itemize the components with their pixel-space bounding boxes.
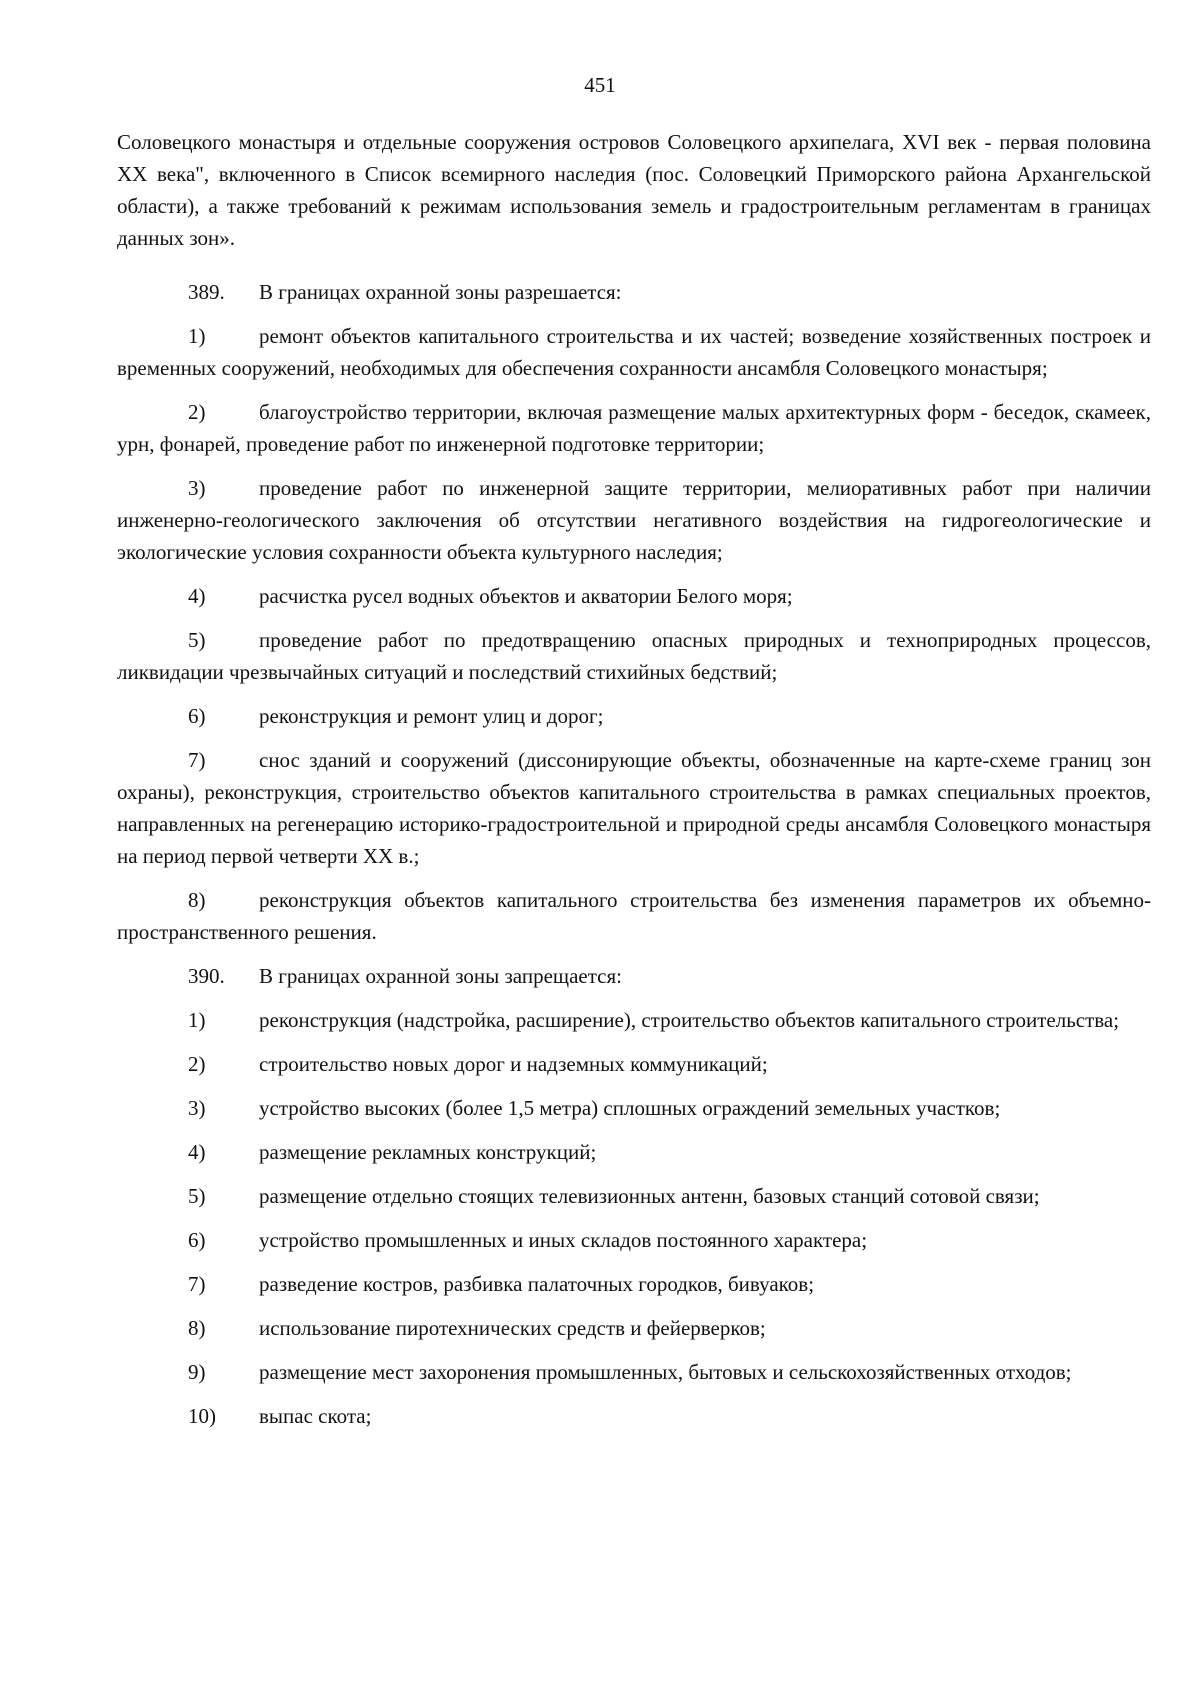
item-text: реконструкция объектов капитального строительства без изменения параметров их объемно-пространственного решения.: [117, 888, 1151, 944]
item-text: размещение рекламных конструкций;: [259, 1140, 597, 1164]
item-text: использование пиротехнических средств и фейерверков;: [259, 1316, 766, 1340]
item-number: 1): [188, 324, 206, 348]
item-text: реконструкция и ремонт улиц и дорог;: [259, 704, 604, 728]
list-item: [117, 1312, 1151, 1344]
item-text: ремонт объектов капитального строительства и их частей; возведение хозяйственных построек и временных сооружений, необходимых для обеспечения сохранности ансамбля Соловецкого монастыря;: [117, 324, 1151, 380]
item-text: размещение отдельно стоящих телевизионных антенн, базовых станций сотовой связи;: [259, 1184, 1040, 1208]
list-item: [117, 1224, 1151, 1256]
item-number: 10): [188, 1404, 216, 1428]
list-item: [117, 1136, 1151, 1168]
item-number: 7): [188, 1272, 206, 1296]
item-number: 6): [188, 1228, 206, 1252]
list-item: [117, 472, 1151, 568]
list-item: [117, 744, 1151, 872]
item-number: 2): [188, 400, 206, 424]
item-number: 9): [188, 1360, 206, 1384]
section-390-heading: [117, 960, 1151, 992]
item-number: 2): [188, 1052, 206, 1076]
item-number: 8): [188, 1316, 206, 1340]
item-number: 4): [188, 584, 206, 608]
list-item: [117, 1092, 1151, 1124]
section-heading: В границах охранной зоны запрещается:: [259, 964, 622, 988]
item-text: разведение костров, разбивка палаточных городков, бивуаков;: [259, 1272, 815, 1296]
item-number: 6): [188, 704, 206, 728]
item-text: проведение работ по инженерной защите территории, мелиоративных работ при наличии инженерно-геологического заключения об отсутствии негативного воздействия на гидрогеологические и экологические условия сохранности объекта культурного наследия;: [117, 476, 1151, 564]
item-number: 3): [188, 476, 206, 500]
item-text: строительство новых дорог и надземных коммуникаций;: [259, 1052, 768, 1076]
item-text: устройство промышленных и иных складов постоянного характера;: [259, 1228, 868, 1252]
section-number: 389.: [188, 280, 225, 304]
list-item: [117, 700, 1151, 732]
list-item: [117, 624, 1151, 688]
item-number: 7): [188, 748, 206, 772]
list-item: [117, 1048, 1151, 1080]
list-item: [117, 396, 1151, 460]
list-item: [117, 884, 1151, 948]
item-text: реконструкция (надстройка, расширение), строительство объектов капитального строительства;: [259, 1008, 1120, 1032]
section-389-heading: [117, 276, 1151, 308]
item-text: устройство высоких (более 1,5 метра) сплошных ограждений земельных участков;: [259, 1096, 1001, 1120]
list-item: [117, 580, 1151, 612]
item-number: 5): [188, 628, 206, 652]
section-number: 390.: [188, 964, 225, 988]
list-item: [117, 1268, 1151, 1300]
list-item: [117, 320, 1151, 384]
item-text: размещение мест захоронения промышленных, бытовых и сельскохозяйственных отходов;: [259, 1360, 1072, 1384]
item-text: выпас скота;: [259, 1404, 372, 1428]
list-item: [117, 1400, 1151, 1432]
list-item: [117, 1004, 1151, 1036]
item-text: снос зданий и сооружений (диссонирующие объекты, обозначенные на карте-схеме границ зон охраны), реконструкция, строительство объектов капитального строительства в рамках специальных проектов, направленных на регенерацию историко-градостроительной и природной среды ансамбля Соловецкого монастыря на период первой четверти XX в.;: [117, 748, 1151, 868]
item-number: 3): [188, 1096, 206, 1120]
item-number: 1): [188, 1008, 206, 1032]
section-heading: В границах охранной зоны разрешается:: [259, 280, 622, 304]
document-body: [117, 126, 1151, 1444]
list-item: [117, 1356, 1151, 1388]
item-number: 5): [188, 1184, 206, 1208]
intro-paragraph: Соловецкого монастыря и отдельные сооружения островов Соловецкого архипелага, XVI век - первая половина XX века", включенного в Список всемирного наследия (пос. Соловецкий Приморского района Архангельской области), а также требований к режимам использования земель и градостроительным регламентам в границах данных зон».: [117, 130, 1151, 250]
item-number: 4): [188, 1140, 206, 1164]
page-number: 451: [584, 73, 616, 97]
item-number: 8): [188, 888, 206, 912]
item-text: проведение работ по предотвращению опасных природных и техноприродных процессов, ликвидации чрезвычайных ситуаций и последствий стихийных бедствий;: [117, 628, 1151, 684]
item-text: благоустройство территории, включая размещение малых архитектурных форм - беседок, скамеек, урн, фонарей, проведение работ по инженерной подготовке территории;: [117, 400, 1151, 456]
list-item: [117, 1180, 1151, 1212]
item-text: расчистка русел водных объектов и акватории Белого моря;: [259, 584, 793, 608]
